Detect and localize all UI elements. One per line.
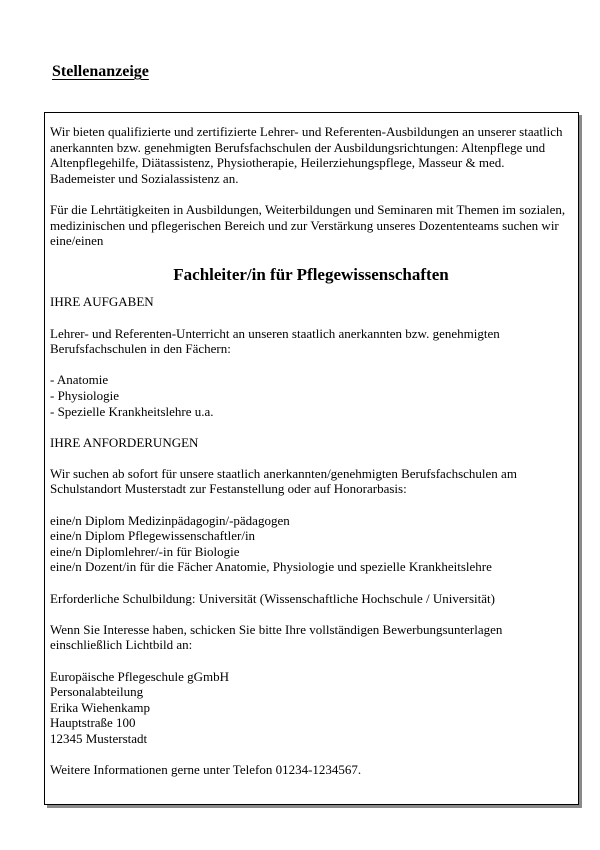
tasks-heading: IHRE AUFGABEN [50,294,154,310]
job-ad-box [44,112,579,805]
contact-info: Weitere Informationen gerne unter Telefon 01234-1234567. [50,762,362,778]
qualification-item: eine/n Dozent/in für die Fächer Anatomie, Physiologie und spezielle Krankheitslehre [50,559,492,575]
subjects-list [50,372,572,419]
subject-item: - Spezielle Krankheitslehre u.a. [50,403,214,419]
address-line: 12345 Musterstadt [50,730,148,746]
qualification-item: eine/n Diplomlehrer/-in für Biologie [50,543,240,559]
qualifications-list [50,513,572,575]
education-requirement: Erforderliche Schulbildung: Universität (Wissenschaftliche Hochschule / Universität) [50,590,495,606]
position-title: Fachleiter/in für Pflegewissenschaften [173,265,449,285]
address-line: Personalabteilung [50,684,144,700]
apply-text: Wenn Sie Interesse haben, schicken Sie bitte Ihre vollständigen Bewerbungsunterlagen einschließlich Lichtbild an: [50,621,503,653]
subject-item: - Anatomie [50,372,109,388]
intro-paragraph-2: Für die Lehrtätigkeiten in Ausbildungen, Weiterbildungen und Seminaren mit Themen im sozialen, medizinischen und pflegerischen Bereich und zur Verstärkung unseres Dozententeams suchen wir eine/einen [50,201,566,249]
qualification-item: eine/n Diplom Medizinpädagogin/-pädagogen [50,512,290,528]
address-line: Erika Wiehenkamp [50,699,150,715]
address-line: Hauptstraße 100 [50,715,136,731]
requirements-heading: IHRE ANFORDERUNGEN [50,434,199,450]
qualification-item: eine/n Diplom Pflegewissenschaftler/in [50,528,256,544]
address-line: Europäische Pflegeschule gGmbH [50,668,230,684]
postal-address [50,669,572,747]
tasks-text: Lehrer- und Referenten-Unterricht an unseren staatlich anerkannten bzw. genehmigten Berufsfachschulen in den Fächern: [50,325,500,357]
page-heading: Stellenanzeige [52,63,149,80]
requirements-text: Wir suchen ab sofort für unsere staatlich anerkannten/genehmigten Berufsfachschulen am Schulstandort Musterstadt zur Festanstellung oder auf Honorarbasis: [50,465,517,497]
intro-paragraph-1: Wir bieten qualifizierte und zertifizierte Lehrer- und Referenten-Ausbildungen an unserer staatlich anerkannten bzw. genehmigten Berufsfachschulen der Ausbildungsrichtungen: Altenpflege und Altenpflegehilfe, Diätassistenz, Physiotherapie, Heilerziehungspflege, Masseur & med. Bademeister und Sozialassistenz an. [50,124,563,186]
subject-item: - Physiologie [50,387,119,403]
